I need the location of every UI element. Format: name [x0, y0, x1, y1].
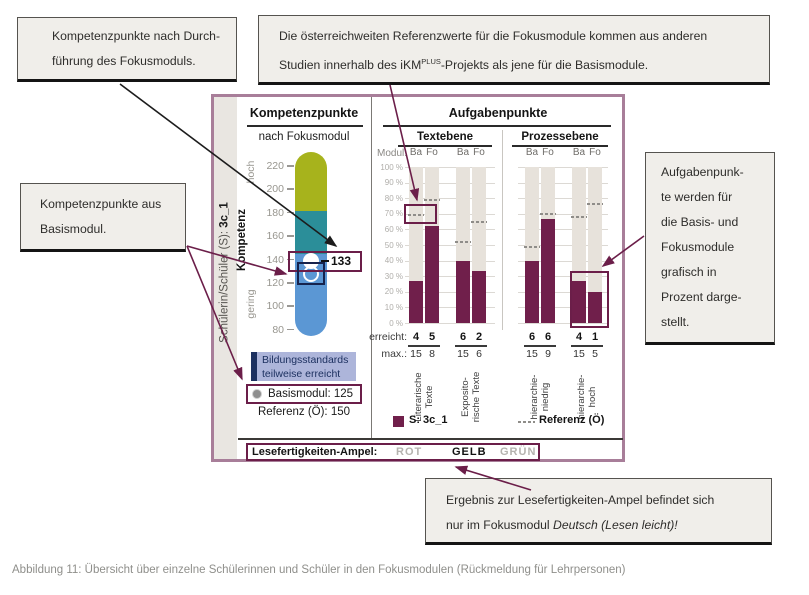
student-id: 3c_1 [218, 202, 231, 228]
y-axis-tick-label: 10 % [384, 302, 403, 312]
prozent-bars-highlight-box [570, 271, 609, 328]
kompetenz-scale-number: 180 [266, 206, 284, 219]
callout-line: nur im Fokusmodul Deutsch (Lesen leicht)! [446, 518, 678, 532]
legend-student-swatch [393, 416, 404, 427]
module-column-label: Fo [473, 147, 485, 158]
y-axis-tick-label: 20 % [384, 287, 403, 297]
y-axis-tick-label: 40 % [384, 256, 403, 266]
callout-aufgabenpunkte-prozent [645, 152, 775, 345]
basismodul-value-label: Basismodul: 125 [268, 387, 354, 400]
max-row-label: max.: [381, 348, 407, 360]
kompetenz-scale-tick [287, 165, 294, 167]
basismodul-highlight-box [246, 384, 362, 404]
bar-ba-0 [409, 281, 423, 323]
y-axis-tick-label: 90 % [384, 178, 403, 188]
module-column-label: Ba [456, 147, 470, 158]
callout-line: Prozent darge- [661, 290, 742, 304]
max-value: 15 [457, 348, 469, 360]
bar-ba-1 [456, 261, 470, 323]
callout-referenzwerte [258, 15, 770, 85]
callout-lesefertigkeiten-ampel [425, 478, 772, 545]
y-axis-tick-label: 70 % [384, 209, 403, 219]
fraction-bar [524, 345, 540, 347]
kompetenz-scale-number: 120 [266, 277, 284, 289]
reference-dash [524, 246, 540, 248]
grid-line [405, 323, 495, 324]
bar-fo-1 [472, 271, 486, 323]
module-column-label: Fo [589, 147, 601, 158]
italic-module-name: Deutsch (Lesen leicht)! [553, 518, 678, 532]
fraction-bar [471, 345, 487, 347]
reference-dash [540, 213, 556, 215]
callout-line: Fokusmodule [661, 240, 735, 254]
kompetenz-scale-number: 220 [266, 160, 284, 172]
ampel-gelb: GELB [452, 446, 487, 458]
referenz-highlight-box [404, 204, 437, 224]
legend-referenz-label: Referenz (Ö) [539, 414, 605, 426]
erreicht-value: 5 [428, 331, 436, 343]
callout-line: Aufgabenpunk- [661, 165, 744, 179]
kompetenz-scale-tick [287, 305, 294, 307]
bar-ba-2 [525, 261, 539, 323]
fraction-bar [571, 345, 587, 347]
reference-dash [587, 203, 603, 205]
badge-line: teilweise erreicht [262, 368, 341, 380]
bar-fo-0 [425, 226, 439, 324]
module-column-label: Ba [409, 147, 423, 158]
fraction-bar [540, 345, 556, 347]
callout-line: Kompetenzpunkte aus [40, 197, 162, 211]
y-axis-tick-label: 100 % [380, 162, 403, 172]
module-column-label: Fo [542, 147, 554, 158]
kompetenz-title: Kompetenzpunkte [249, 106, 359, 120]
student-label: Schülerin/Schüler (S): 3c_1 [218, 202, 231, 343]
kompetenz-scale-tick [287, 235, 294, 237]
callout-line: Ergebnis zur Lesefertigkeiten-Ampel befindet sich [446, 493, 715, 507]
callout-fokus-kompetenzpunkte [17, 17, 237, 82]
max-value: 15 [573, 348, 585, 360]
figure-caption: Abbildung 11: Übersicht über einzelne Schülerinnen und Schüler in den Fokusmodulen (Rückmeldung für Lehrpersonen) [12, 564, 626, 576]
bar-fo-2 [541, 219, 555, 323]
category-label: Literarische Texte [412, 372, 435, 422]
y-axis-tick-label: 80 % [384, 193, 403, 203]
ampel-rot: ROT [396, 446, 423, 458]
y-axis-tick-label: 30 % [384, 271, 403, 281]
legend-referenz-dash [518, 421, 535, 423]
kompetenz-scale-tick [287, 282, 294, 284]
kompetenz-scale-tick [287, 212, 294, 214]
fraction-bar [424, 345, 440, 347]
callout-line: te werden für [661, 190, 733, 204]
category-label: hierarchie- hoch [575, 374, 598, 420]
erreicht-value: 6 [528, 331, 536, 343]
erreicht-value: 2 [475, 331, 483, 343]
reference-dash [471, 221, 487, 223]
ampel-separator-line [238, 438, 623, 440]
erreicht-value: 4 [412, 331, 420, 343]
module-column-label: Fo [426, 147, 438, 158]
max-value: 6 [476, 348, 482, 360]
callout-line: Kompetenzpunkte nach Durch- [52, 29, 221, 43]
superscript-plus: PLUS [421, 57, 441, 66]
max-value: 8 [429, 348, 435, 360]
kompetenz-scale-tick [287, 188, 294, 190]
callout-line: führung des Fokusmoduls. [52, 54, 196, 68]
y-axis-tick-label: 60 % [384, 224, 403, 234]
kompetenz-scale-number: 200 [266, 183, 284, 196]
callout-line: Die österreichweiten Referenzwerte für die Fokusmodule kommen aus anderen [279, 29, 708, 43]
callout-line: stellt. [661, 315, 690, 329]
callout-line: Basismodul. [40, 222, 107, 236]
textebene-title: Textebene [416, 131, 474, 143]
reference-dash [455, 241, 471, 243]
callout-line: grafisch in [661, 265, 717, 279]
kompetenz-scale-tick [287, 329, 294, 331]
category-label: Exposito- rische Texte [459, 371, 482, 423]
erreicht-value: 6 [459, 331, 467, 343]
module-column-label: Ba [525, 147, 539, 158]
kompetenz-axis-label: Kompetenz [236, 209, 248, 271]
basismodul-dot-icon [252, 389, 262, 399]
basis-marker-highlight-box [297, 262, 325, 285]
badge-line: Bildungsstandards [262, 354, 349, 366]
kompetenz-scale-number: 160 [266, 230, 284, 243]
callout-line: Studien innerhalb des iKM$^{PLUS}$-Projekts als jene für die Basismodule. [279, 57, 649, 73]
callout-line: die Basis- und [661, 215, 739, 229]
ampel-highlight-box [246, 443, 540, 461]
max-value: 9 [545, 348, 551, 360]
referenz-value-label: Referenz (Ö): 150 [257, 406, 351, 418]
erreicht-value: 4 [575, 331, 583, 343]
reference-dash [571, 216, 587, 218]
modul-row-label: Modul: [376, 148, 407, 159]
kompetenz-scale-number: 140 [266, 253, 284, 266]
fokus-value-label: 133 [331, 254, 352, 268]
kompetenz-scale-number: 100 [266, 300, 284, 313]
category-label: hierarchie- niedrig [528, 374, 551, 420]
ampel-label: Lesefertigkeiten-Ampel: [252, 446, 378, 458]
max-value: 15 [526, 348, 538, 360]
fraction-bar [587, 345, 603, 347]
erreicht-value: 1 [591, 331, 599, 343]
fraction-bar [408, 345, 424, 347]
max-value: 15 [410, 348, 422, 360]
fraction-bar [455, 345, 471, 347]
axis-low-label: gering [245, 289, 257, 319]
y-axis-tick-label: 50 % [384, 240, 403, 250]
legend-student-label: S: 3c_1 [409, 414, 448, 426]
erreicht-value: 6 [544, 331, 552, 343]
erreicht-row-label: erreicht: [369, 331, 407, 343]
max-value: 5 [592, 348, 598, 360]
prozessebene-title: Prozessebene [521, 131, 599, 143]
callout-basis-kompetenzpunkte [20, 183, 186, 252]
kompetenz-subtitle: nach Fokusmodul [258, 131, 350, 143]
kompetenz-scale-number: 80 [272, 323, 284, 336]
ampel-gruen: GRÜN [500, 446, 537, 458]
module-column-label: Ba [572, 147, 586, 158]
axis-high-label: hoch [245, 160, 257, 184]
reference-dash [424, 199, 440, 201]
fokus-value-tick [321, 260, 329, 262]
y-axis-tick-label: 0 % [389, 318, 403, 328]
aufgaben-title: Aufgabenpunkte [448, 106, 548, 120]
